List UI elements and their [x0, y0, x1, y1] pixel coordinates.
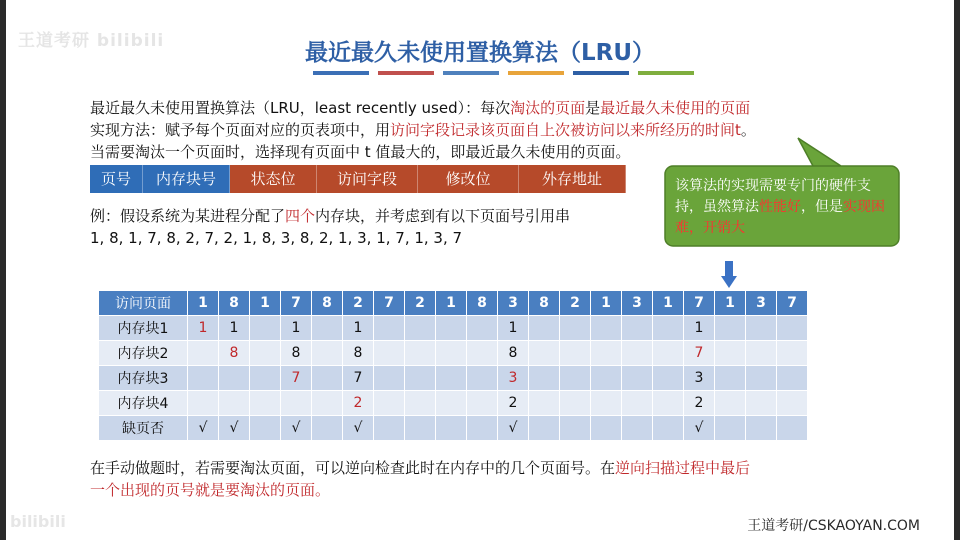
table-cell	[591, 366, 622, 391]
row-label: 缺页否	[99, 416, 188, 441]
table-cell: 3	[684, 366, 715, 391]
table-cell	[312, 316, 343, 341]
table-cell	[405, 416, 436, 441]
table-cell	[374, 316, 405, 341]
intro-line-1-a: 最近最久未使用置换算法（LRU，least recently used）：每次	[90, 99, 511, 117]
page-ref: 1	[653, 291, 684, 316]
table-cell: √	[219, 416, 250, 441]
table-cell	[653, 366, 684, 391]
table-cell	[777, 316, 808, 341]
table-cell	[467, 416, 498, 441]
intro-line-1	[90, 97, 756, 119]
table-cell	[622, 416, 653, 441]
pte-field: 访问字段	[317, 165, 418, 193]
table-cell	[529, 366, 560, 391]
table-cell	[436, 416, 467, 441]
page-ref: 1	[250, 291, 281, 316]
intro-text	[90, 97, 756, 163]
table-cell	[374, 416, 405, 441]
table-cell: √	[498, 416, 529, 441]
table-cell	[622, 391, 653, 416]
table-cell: √	[188, 416, 219, 441]
table-cell	[312, 341, 343, 366]
title-bar-5	[638, 71, 694, 75]
header-label: 访问页面	[99, 291, 188, 316]
table-cell	[529, 391, 560, 416]
page-ref: 7	[684, 291, 715, 316]
page-ref: 7	[281, 291, 312, 316]
table-cell	[529, 316, 560, 341]
example-line-1	[90, 205, 570, 227]
table-cell	[591, 316, 622, 341]
table-cell	[777, 416, 808, 441]
page-ref: 7	[374, 291, 405, 316]
table-cell	[777, 366, 808, 391]
title-bar-2	[443, 71, 499, 75]
page-ref: 3	[746, 291, 777, 316]
table-cell	[281, 391, 312, 416]
page-table-entry	[90, 165, 626, 193]
title-bar-4	[573, 71, 629, 75]
table-row	[99, 391, 808, 416]
table-cell: 2	[498, 391, 529, 416]
table-cell	[653, 316, 684, 341]
table-cell: 7	[343, 366, 374, 391]
table-cell	[591, 341, 622, 366]
table-cell	[653, 391, 684, 416]
table-cell	[250, 366, 281, 391]
page-ref: 2	[405, 291, 436, 316]
watermark-top: 王道考研 bilibili	[18, 31, 165, 51]
table-cell: 7	[281, 366, 312, 391]
page-ref: 3	[498, 291, 529, 316]
lru-table	[98, 290, 808, 441]
table-cell: 1	[343, 316, 374, 341]
table-cell	[219, 391, 250, 416]
table-cell: √	[281, 416, 312, 441]
table-row	[99, 416, 808, 441]
table-cell	[715, 416, 746, 441]
table-cell	[653, 341, 684, 366]
table-cell: 8	[498, 341, 529, 366]
title-bar-0	[313, 71, 369, 75]
page-ref: 1	[591, 291, 622, 316]
row-label: 内存块3	[99, 366, 188, 391]
table-cell	[250, 391, 281, 416]
table-cell	[715, 316, 746, 341]
pte-field: 修改位	[418, 165, 519, 193]
table-cell	[436, 391, 467, 416]
table-cell	[188, 341, 219, 366]
title-underline-bars	[313, 71, 694, 75]
intro-line-1-c: 是	[585, 99, 601, 117]
table-cell	[746, 366, 777, 391]
table-cell	[374, 341, 405, 366]
table-cell: 1	[684, 316, 715, 341]
page-ref: 8	[312, 291, 343, 316]
table-cell	[219, 366, 250, 391]
page-ref: 8	[219, 291, 250, 316]
callout-text-a: 该算法的实现需要专门的硬件支持，虽然算法	[675, 178, 871, 215]
callout-text-d: 实现困难，开销大	[675, 199, 885, 236]
table-row	[99, 341, 808, 366]
table-cell: 2	[684, 391, 715, 416]
page-ref: 3	[622, 291, 653, 316]
page-ref: 2	[560, 291, 591, 316]
callout-text	[675, 176, 891, 239]
table-cell	[591, 391, 622, 416]
page-ref: 7	[777, 291, 808, 316]
table-cell: √	[684, 416, 715, 441]
bottom-note-b: 逆向扫描过程中最后	[615, 459, 751, 477]
bottom-note-a: 在手动做题时，若需要淘汰页面，可以逆向检查此时在内存中的几个页面号。在	[90, 459, 616, 477]
table-cell	[746, 341, 777, 366]
table-cell	[622, 316, 653, 341]
table-cell	[715, 341, 746, 366]
intro-line-2-a: 实现方法：赋予每个页面对应的页表项中，用	[90, 121, 391, 139]
table-cell	[188, 366, 219, 391]
table-cell	[467, 341, 498, 366]
intro-line-2-c: 。	[740, 121, 756, 139]
table-cell	[188, 391, 219, 416]
example-line-1-b: 四个	[285, 207, 316, 225]
row-label: 内存块1	[99, 316, 188, 341]
frame-left	[0, 0, 6, 540]
table-cell	[560, 341, 591, 366]
frame-right	[954, 0, 960, 540]
table-cell	[622, 366, 653, 391]
footer-brand: 王道考研/CSKAOYAN.COM	[747, 518, 920, 534]
table-cell: 8	[281, 341, 312, 366]
table-cell	[777, 391, 808, 416]
page-ref: 2	[343, 291, 374, 316]
table-cell: 8	[219, 341, 250, 366]
table-cell	[529, 416, 560, 441]
table-cell	[436, 316, 467, 341]
pte-field: 页号	[90, 165, 143, 193]
pte-field: 外存地址	[519, 165, 626, 193]
table-cell	[560, 416, 591, 441]
table-cell	[405, 366, 436, 391]
row-label: 内存块4	[99, 391, 188, 416]
title-bar-1	[378, 71, 434, 75]
table-cell: 1	[188, 316, 219, 341]
example-text	[90, 205, 570, 249]
page-ref: 1	[436, 291, 467, 316]
table-cell: 1	[281, 316, 312, 341]
pte-field: 状态位	[230, 165, 317, 193]
table-cell	[653, 416, 684, 441]
callout-bubble	[663, 166, 901, 246]
table-cell	[312, 391, 343, 416]
table-cell	[467, 391, 498, 416]
row-label: 内存块2	[99, 341, 188, 366]
bottom-note-line-2: 一个出现的页号就是要淘汰的页面。	[90, 481, 331, 499]
table-cell: √	[343, 416, 374, 441]
reference-string: 1, 8, 1, 7, 8, 2, 7, 2, 1, 8, 3, 8, 2, 1, 3, 1, 7, 1, 3, 7	[90, 229, 463, 247]
page-ref: 1	[188, 291, 219, 316]
table-cell	[374, 391, 405, 416]
intro-line-3: 当需要淘汰一个页面时，选择现有页面中 t 值最大的，即最近最久未使用的页面。	[90, 143, 631, 161]
table-cell	[312, 416, 343, 441]
table-cell: 1	[219, 316, 250, 341]
watermark-bottom: bilibili	[10, 512, 66, 531]
page-ref: 1	[715, 291, 746, 316]
table-cell	[591, 416, 622, 441]
table-cell	[622, 341, 653, 366]
table-cell	[715, 366, 746, 391]
page-ref: 8	[467, 291, 498, 316]
table-cell	[746, 316, 777, 341]
page-ref: 8	[529, 291, 560, 316]
intro-line-2	[90, 119, 756, 141]
table-cell	[374, 366, 405, 391]
intro-line-1-b: 淘汰的页面	[510, 99, 586, 117]
table-cell: 2	[343, 391, 374, 416]
callout-text-c: ，但是	[801, 199, 843, 215]
table-cell	[405, 316, 436, 341]
table-cell	[746, 416, 777, 441]
table-cell	[467, 316, 498, 341]
table-cell	[250, 341, 281, 366]
title-bar-3	[508, 71, 564, 75]
callout-text-b: 性能好	[759, 199, 801, 215]
example-line-1-c: 内存块，并考虑到有以下页面号引用串	[315, 207, 571, 225]
table-cell	[777, 341, 808, 366]
table-cell	[250, 316, 281, 341]
table-cell	[250, 416, 281, 441]
table-cell	[467, 366, 498, 391]
table-cell	[436, 366, 467, 391]
bottom-note-line-1	[90, 457, 750, 479]
table-cell	[560, 391, 591, 416]
intro-line-2-b: 访问字段记录该页面自上次被访问以来所经历的时间t	[390, 121, 741, 139]
table-cell: 7	[684, 341, 715, 366]
down-arrow-icon	[721, 261, 737, 289]
table-cell	[560, 366, 591, 391]
table-cell	[436, 341, 467, 366]
table-cell	[405, 391, 436, 416]
table-cell	[746, 391, 777, 416]
bottom-note	[90, 457, 750, 501]
table-cell	[529, 341, 560, 366]
table-cell	[560, 316, 591, 341]
table-header-row	[99, 291, 808, 316]
table-cell: 3	[498, 366, 529, 391]
intro-line-1-d: 最近最久未使用的页面	[600, 99, 751, 117]
table-cell	[715, 391, 746, 416]
table-cell: 1	[498, 316, 529, 341]
table-row	[99, 366, 808, 391]
table-cell: 8	[343, 341, 374, 366]
example-line-1-a: 例：假设系统为某进程分配了	[90, 207, 286, 225]
table-row	[99, 316, 808, 341]
slide-title: 最近最久未使用置换算法（LRU）	[304, 40, 656, 66]
pte-field: 内存块号	[143, 165, 230, 193]
table-cell	[405, 341, 436, 366]
table-cell	[312, 366, 343, 391]
